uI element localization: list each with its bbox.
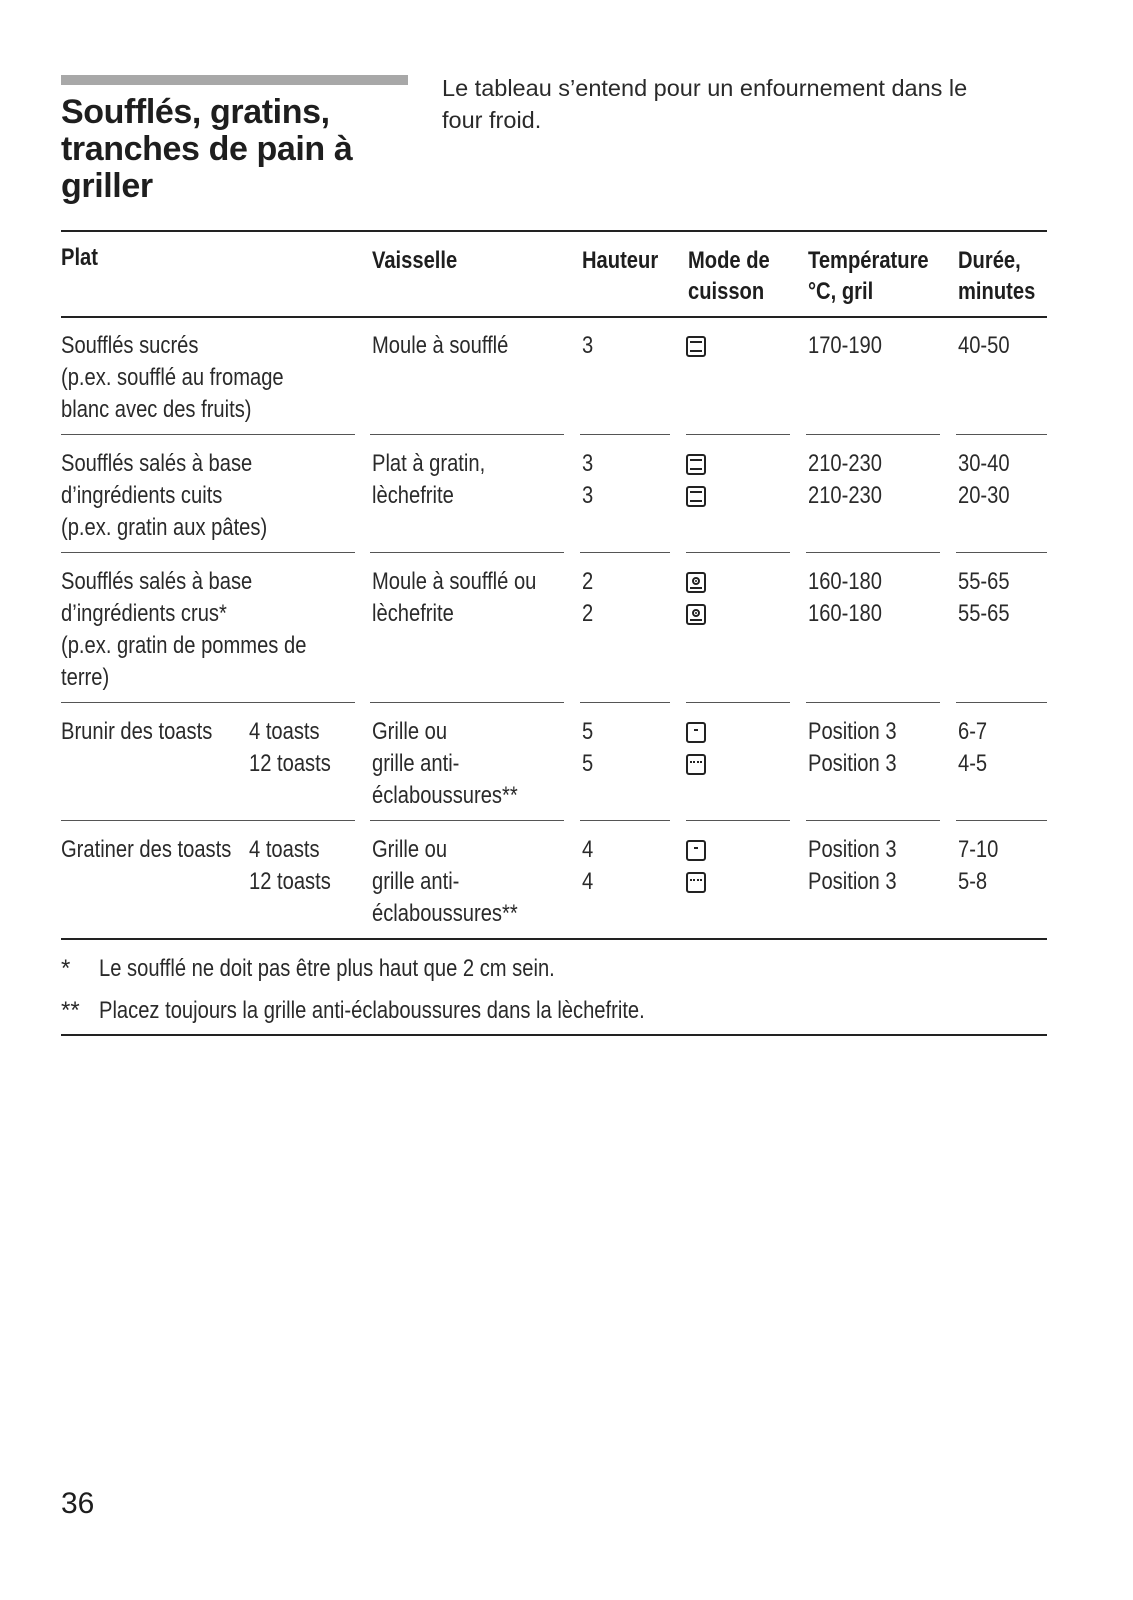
- cell-hauteur: [582, 716, 595, 780]
- table-header-rule: [61, 316, 1047, 318]
- intro-text: Le tableau s’entend pour un enfournement dans le four froid.: [442, 75, 968, 133]
- row-separator: [580, 434, 670, 435]
- cell-hauteur-line: 3: [582, 482, 594, 509]
- cell-duree-line: 30-40: [958, 450, 1010, 477]
- cell-quantite: [249, 834, 346, 898]
- footnote-mark: **: [61, 997, 80, 1024]
- footnote-text: Le soufflé ne doit pas être plus haut que 2 cm sein.: [99, 955, 555, 982]
- cell-duree: [958, 834, 1006, 898]
- page-title: Soufflés, gratins, tranches de pain à griller: [61, 93, 353, 205]
- cell-temperature-line: 170-190: [808, 332, 882, 359]
- cell-duree-line: 55-65: [958, 568, 1010, 595]
- cell-hauteur-line: 3: [582, 332, 594, 359]
- row-separator: [61, 434, 355, 435]
- cell-vaisselle-line: grille anti-: [372, 868, 460, 895]
- row-separator: [580, 702, 670, 703]
- page-number: 36: [61, 1487, 95, 1520]
- row-separator: [956, 702, 1047, 703]
- cell-vaisselle: [372, 566, 568, 630]
- cell-mode-cuisson: [686, 716, 706, 780]
- cell-vaisselle-line: éclaboussures**: [372, 900, 518, 927]
- cell-vaisselle-line: Grille ou: [372, 718, 448, 745]
- row-separator: [370, 552, 564, 553]
- cell-vaisselle-line: Moule à soufflé ou: [372, 568, 537, 595]
- cell-plat: [61, 834, 264, 866]
- table-bottom-rule: [61, 938, 1047, 940]
- row-separator: [580, 552, 670, 553]
- header-mode-cuisson: Mode de cuisson: [688, 247, 770, 305]
- row-separator: [686, 702, 790, 703]
- small-grill-icon: [686, 722, 706, 743]
- row-separator: [370, 434, 564, 435]
- cell-vaisselle: [372, 448, 507, 512]
- cell-temperature: [808, 716, 913, 780]
- cell-duree-line: 6-7: [958, 718, 988, 745]
- header-duree: Durée, minutes: [958, 247, 1036, 305]
- cell-plat: [61, 566, 353, 694]
- cell-hauteur-line: 2: [582, 600, 594, 627]
- cell-vaisselle: [372, 716, 545, 812]
- cell-temperature: [808, 566, 896, 630]
- cell-vaisselle-line: Plat à gratin,: [372, 450, 486, 477]
- cell-hauteur: [582, 448, 595, 512]
- cell-duree: [958, 566, 1019, 630]
- footnote-text: Placez toujours la grille anti-éclaboussures dans la lèchefrite.: [99, 997, 645, 1024]
- cell-plat-line: Brunir des toasts: [61, 718, 213, 745]
- header-hauteur: Hauteur: [582, 247, 659, 274]
- fan-grill-icon: [686, 604, 706, 625]
- cell-vaisselle-line: éclaboussures**: [372, 782, 518, 809]
- top-bottom-heat-icon: [686, 336, 706, 357]
- cell-vaisselle: [372, 330, 534, 362]
- cell-plat-line: Soufflés sucrés: [61, 332, 199, 359]
- cell-quantite-line: 4 toasts: [249, 718, 320, 745]
- cell-quantite: [249, 716, 346, 780]
- header-plat: Plat: [61, 244, 98, 271]
- footnote-mark: *: [61, 955, 71, 982]
- cell-plat: [61, 716, 241, 748]
- cell-vaisselle-line: Grille ou: [372, 836, 448, 863]
- cell-temperature-line: 160-180: [808, 568, 882, 595]
- row-separator: [806, 702, 940, 703]
- small-grill-icon: [686, 840, 706, 861]
- cell-plat: [61, 448, 306, 544]
- cell-duree-line: 5-8: [958, 868, 988, 895]
- cell-temperature-line: Position 3: [808, 868, 897, 895]
- cell-duree: [958, 716, 993, 780]
- cell-hauteur-line: 2: [582, 568, 594, 595]
- large-grill-icon: [686, 872, 706, 893]
- row-separator: [61, 702, 355, 703]
- cell-vaisselle-line: Moule à soufflé: [372, 332, 509, 359]
- footnote: [61, 954, 1061, 984]
- row-separator: [956, 434, 1047, 435]
- footnote: [61, 996, 1061, 1026]
- cell-duree: [958, 448, 1019, 512]
- cell-mode-cuisson: [686, 448, 706, 512]
- cell-duree-line: 55-65: [958, 600, 1010, 627]
- header-temperature: Température °C, gril: [808, 247, 929, 305]
- cell-hauteur-line: 5: [582, 750, 594, 777]
- cell-plat: [61, 330, 326, 426]
- cell-vaisselle-line: lèchefrite: [372, 482, 454, 509]
- large-grill-icon: [686, 754, 706, 775]
- cell-duree-line: 7-10: [958, 836, 999, 863]
- top-bottom-heat-icon: [686, 454, 706, 475]
- cell-hauteur-line: 3: [582, 450, 594, 477]
- cell-plat-line: Gratiner des toasts: [61, 836, 232, 863]
- cell-quantite-line: 12 toasts: [249, 868, 331, 895]
- row-separator: [61, 820, 355, 821]
- row-separator: [686, 820, 790, 821]
- cell-hauteur-line: 5: [582, 718, 594, 745]
- cell-temperature: [808, 330, 896, 362]
- table-top-rule: [61, 230, 1047, 232]
- cell-temperature: [808, 448, 896, 512]
- cell-plat-line: (p.ex. gratin aux pâtes): [61, 514, 268, 541]
- cell-plat-line: terre): [61, 664, 110, 691]
- fan-grill-icon: [686, 572, 706, 593]
- cell-quantite-line: 12 toasts: [249, 750, 331, 777]
- row-separator: [61, 552, 355, 553]
- cell-temperature-line: 160-180: [808, 600, 882, 627]
- row-separator: [370, 820, 564, 821]
- cell-vaisselle-line: lèchefrite: [372, 600, 454, 627]
- cell-temperature: [808, 834, 913, 898]
- cell-hauteur-line: 4: [582, 868, 594, 895]
- cell-temperature-line: Position 3: [808, 750, 897, 777]
- cell-mode-cuisson: [686, 834, 706, 898]
- cell-plat-line: Soufflés salés à base: [61, 568, 253, 595]
- title-accent-bar: [61, 75, 408, 85]
- cell-mode-cuisson: [686, 566, 706, 630]
- row-separator: [806, 552, 940, 553]
- cell-quantite-line: 4 toasts: [249, 836, 320, 863]
- row-separator: [686, 552, 790, 553]
- cell-hauteur: [582, 566, 595, 630]
- row-separator: [686, 434, 790, 435]
- footnotes-bottom-rule: [61, 1034, 1047, 1036]
- cell-temperature-line: 210-230: [808, 482, 882, 509]
- row-separator: [580, 820, 670, 821]
- cell-plat-line: (p.ex. gratin de pommes de: [61, 632, 307, 659]
- cell-temperature-line: 210-230: [808, 450, 882, 477]
- header-vaisselle: Vaisselle: [372, 247, 458, 274]
- row-separator: [956, 820, 1047, 821]
- cell-temperature-line: Position 3: [808, 836, 897, 863]
- top-bottom-heat-icon: [686, 486, 706, 507]
- row-separator: [806, 820, 940, 821]
- cell-hauteur: [582, 834, 595, 898]
- cell-plat-line: (p.ex. soufflé au fromage: [61, 364, 284, 391]
- cell-temperature-line: Position 3: [808, 718, 897, 745]
- cell-hauteur: [582, 330, 595, 362]
- cell-vaisselle-line: grille anti-: [372, 750, 460, 777]
- row-separator: [370, 702, 564, 703]
- cell-hauteur-line: 4: [582, 836, 594, 863]
- cell-plat-line: d’ingrédients crus*: [61, 600, 227, 627]
- cell-duree: [958, 330, 1019, 362]
- cell-duree-line: 40-50: [958, 332, 1010, 359]
- cell-plat-line: Soufflés salés à base: [61, 450, 253, 477]
- cell-mode-cuisson: [686, 330, 706, 362]
- row-separator: [956, 552, 1047, 553]
- cell-plat-line: d’ingrédients cuits: [61, 482, 223, 509]
- row-separator: [806, 434, 940, 435]
- cell-duree-line: 4-5: [958, 750, 988, 777]
- cell-duree-line: 20-30: [958, 482, 1010, 509]
- cell-plat-line: blanc avec des fruits): [61, 396, 252, 423]
- cell-vaisselle: [372, 834, 545, 930]
